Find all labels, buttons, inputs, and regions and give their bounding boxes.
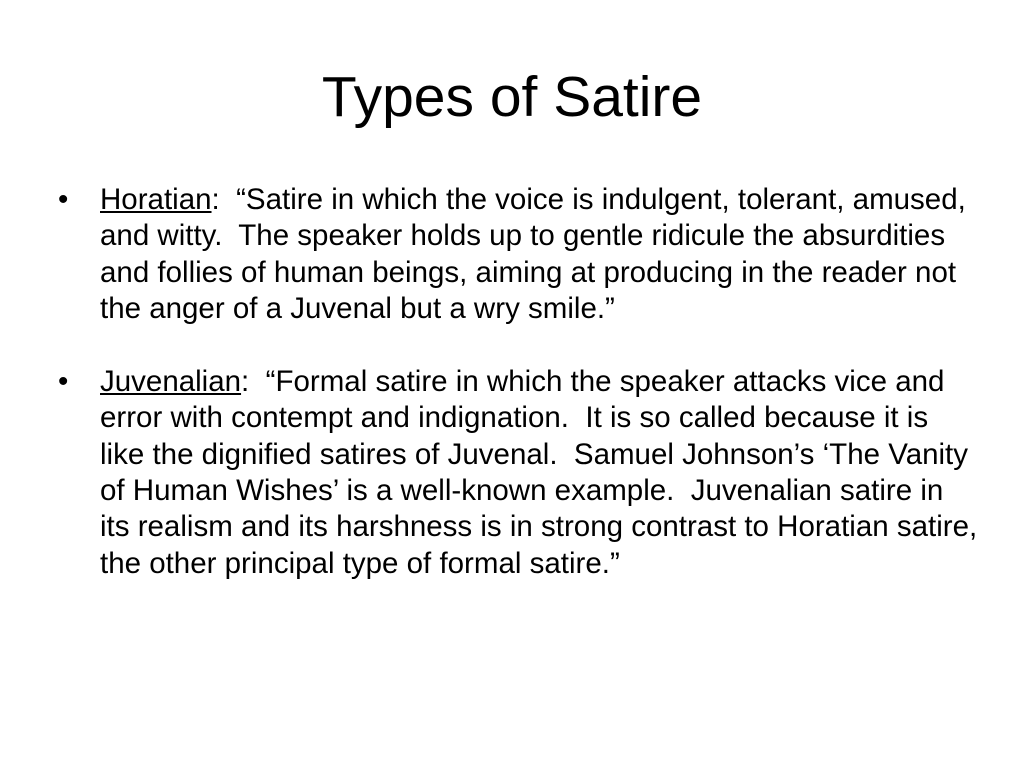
term-juvenalian: Juvenalian <box>100 365 242 399</box>
definition-juvenalian: “Formal satire in which the speaker attacks vice and error with contempt and indignation. It is so called because it is like the dignified satires of Juvenal. Samuel Johnson’s ‘The Vanity of Human Wishes’ is a well-known example. Juvenalian satire in its realism and its harshness is in strong contrast to Horatian satire, the other principal type of formal satire.” <box>100 365 986 580</box>
term-horatian: Horatian <box>100 183 212 216</box>
term-separator: : <box>241 365 266 399</box>
slide-title: Types of Satire <box>321 65 703 129</box>
bullet-item-horatian <box>58 182 978 327</box>
term-separator: : <box>211 183 237 216</box>
bullet-marker-icon: • <box>58 365 69 399</box>
bullet-list <box>58 182 986 582</box>
definition-horatian: “Satire in which the voice is indulgent, tolerant, amused, and witty. The speaker holds up to gentle ridicule the absurdities and follies of human beings, aiming at producing in the reader not the anger of a Juvenal but a wry smile.” <box>100 183 975 325</box>
bullet-marker-icon: • <box>58 183 69 216</box>
bullet-item-juvenalian <box>58 364 986 582</box>
